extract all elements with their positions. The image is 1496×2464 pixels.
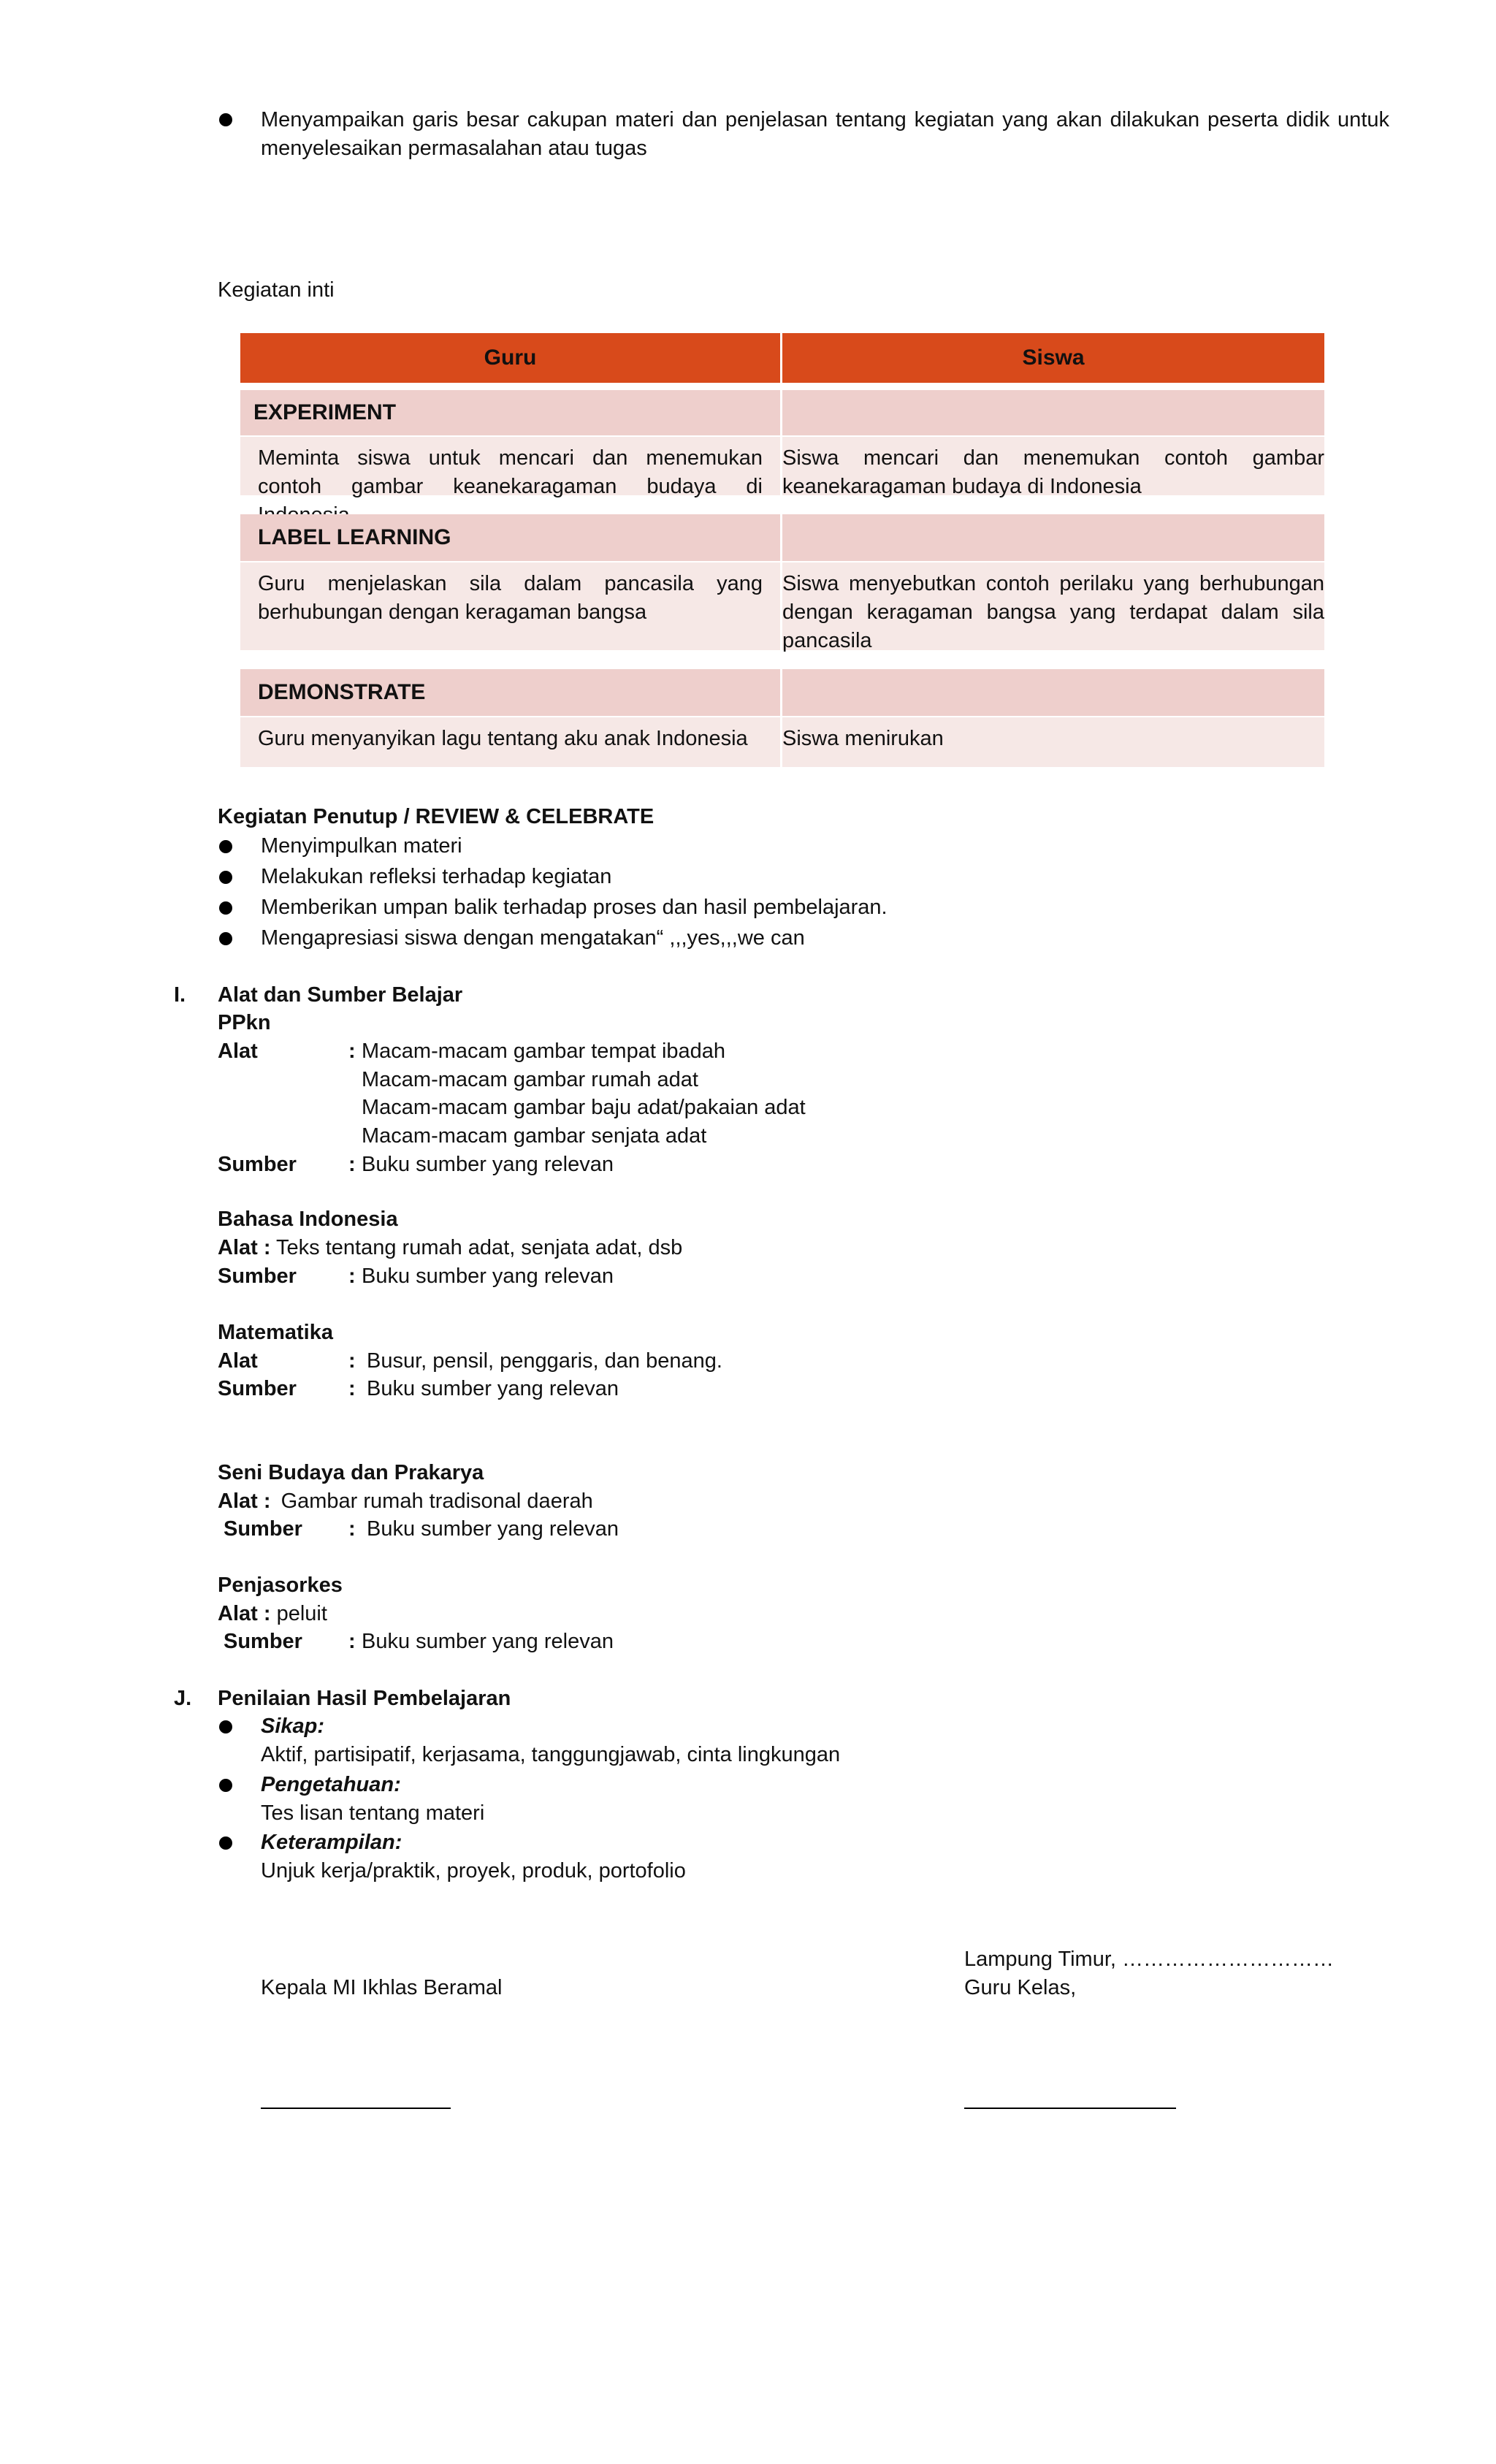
penutup-title: Kegiatan Penutup / REVIEW & CELEBRATE bbox=[218, 805, 654, 828]
alat-value: peluit bbox=[276, 1602, 327, 1625]
colon: : bbox=[348, 1349, 356, 1373]
signature-place-date: Lampung Timur, ………………………… bbox=[964, 1948, 1334, 1971]
sumber-label: Sumber bbox=[224, 1630, 302, 1653]
table-row bbox=[782, 562, 1324, 650]
section-row-label-learning-empty bbox=[782, 514, 1324, 561]
list-item: Mengapresiasi siswa dengan mengatakan“ ,,,yes,,,we can bbox=[261, 926, 805, 950]
bullet-icon bbox=[219, 932, 232, 945]
alat-value: Teks tentang rumah adat, senjata adat, dsb bbox=[276, 1236, 683, 1259]
kegiatan-inti-table bbox=[240, 333, 1324, 767]
siswa-cell: Siswa menirukan bbox=[782, 727, 944, 750]
bullet-icon bbox=[219, 1720, 232, 1733]
section-row-label-learning bbox=[240, 514, 780, 561]
alat-value: Busur, pensil, penggaris, dan benang. bbox=[367, 1349, 722, 1373]
sumber-label: Sumber bbox=[218, 1377, 297, 1400]
table-row bbox=[782, 437, 1324, 498]
sumber-label: Sumber bbox=[224, 1517, 302, 1541]
signature-right-title: Guru Kelas, bbox=[964, 1976, 1077, 1999]
sumber-value: Buku sumber yang relevan bbox=[362, 1153, 614, 1176]
bullet-icon bbox=[219, 113, 232, 126]
assessment-label: Sikap: bbox=[261, 1714, 325, 1738]
sumber-value: Buku sumber yang relevan bbox=[367, 1377, 619, 1400]
sumber-value: Buku sumber yang relevan bbox=[362, 1265, 614, 1288]
bullet-icon bbox=[219, 840, 232, 853]
assessment-label: Pengetahuan: bbox=[261, 1773, 401, 1796]
section-i-number: I. bbox=[174, 983, 186, 1007]
sumber-value: Buku sumber yang relevan bbox=[362, 1630, 614, 1653]
section-row-experiment-empty bbox=[782, 390, 1324, 435]
guru-cell: Guru menjelaskan sila dalam pancasila yang berhubungan dengan keragaman bangsa bbox=[258, 572, 763, 624]
alat-item: Macam-macam gambar tempat ibadah bbox=[362, 1040, 726, 1063]
alat-label: Alat : bbox=[218, 1602, 271, 1625]
alat-row bbox=[218, 1234, 682, 1262]
table-header-guru bbox=[240, 333, 780, 383]
alat-item: Macam-macam gambar baju adat/pakaian adat bbox=[362, 1096, 806, 1119]
alat-item: Macam-macam gambar rumah adat bbox=[362, 1068, 698, 1091]
guru-cell: Meminta siswa untuk mencari dan menemukan contoh gambar keanekaragaman budaya di bbox=[258, 446, 763, 498]
signature-line-right bbox=[964, 2108, 1176, 2109]
table-row bbox=[240, 717, 780, 767]
bullet-icon bbox=[219, 871, 232, 884]
assessment-desc: Tes lisan tentang materi bbox=[261, 1801, 485, 1825]
section-row-demonstrate bbox=[240, 669, 780, 716]
section-title: EXPERIMENT bbox=[253, 400, 397, 424]
section-title: LABEL LEARNING bbox=[258, 525, 451, 549]
colon: : bbox=[348, 1630, 356, 1653]
section-row-experiment bbox=[240, 390, 780, 435]
bullet-icon bbox=[219, 901, 232, 915]
alat-value: Gambar rumah tradisonal daerah bbox=[280, 1490, 593, 1513]
subject-penjasorkes: Penjasorkes bbox=[218, 1574, 343, 1597]
table-row bbox=[782, 717, 1324, 767]
alat-item: Macam-macam gambar senjata adat bbox=[362, 1124, 707, 1148]
list-item: Melakukan refleksi terhadap kegiatan bbox=[261, 865, 612, 888]
sumber-label: Sumber bbox=[218, 1265, 297, 1288]
header-siswa-label: Siswa bbox=[1022, 346, 1085, 370]
table-row bbox=[240, 437, 780, 498]
assessment-desc: Unjuk kerja/praktik, proyek, produk, portofolio bbox=[261, 1859, 686, 1883]
assessment-desc: Aktif, partisipatif, kerjasama, tanggungjawab, cinta lingkungan bbox=[261, 1743, 841, 1766]
section-title: DEMONSTRATE bbox=[258, 680, 426, 704]
section-i-title: Alat dan Sumber Belajar bbox=[218, 983, 463, 1007]
alat-row bbox=[218, 1487, 593, 1516]
sumber-label: Sumber bbox=[218, 1153, 297, 1176]
subject-bahasa-indonesia: Bahasa Indonesia bbox=[218, 1208, 398, 1231]
alat-label: Alat : bbox=[218, 1490, 271, 1513]
subject-sbdp: Seni Budaya dan Prakarya bbox=[218, 1461, 484, 1484]
bullet-icon bbox=[219, 1836, 232, 1850]
section-j-number: J. bbox=[174, 1687, 192, 1710]
list-item: Menyimpulkan materi bbox=[261, 834, 462, 858]
section-row-demonstrate-empty bbox=[782, 669, 1324, 716]
siswa-cell: Siswa menyebutkan contoh perilaku yang berhubungan dengan keragaman bangsa yang terdapat dalam sila pancasila bbox=[782, 572, 1324, 652]
table-header-siswa bbox=[782, 333, 1324, 383]
alat-label: Alat bbox=[218, 1349, 258, 1373]
colon: : bbox=[348, 1040, 356, 1063]
alat-label: Alat bbox=[218, 1040, 258, 1063]
intro-bullet-text: Menyampaikan garis besar cakupan materi dan penjelasan tentang kegiatan yang akan dilakukan peserta didik untuk menyelesaikan permasalahan atau tugas bbox=[261, 108, 1389, 160]
sumber-value: Buku sumber yang relevan bbox=[367, 1517, 619, 1541]
kegiatan-inti-label: Kegiatan inti bbox=[218, 278, 335, 302]
subject-matematika: Matematika bbox=[218, 1321, 333, 1344]
section-j-title: Penilaian Hasil Pembelajaran bbox=[218, 1687, 511, 1710]
bullet-icon bbox=[219, 1779, 232, 1792]
siswa-cell: Siswa mencari dan menemukan contoh gambar keanekaragaman budaya di Indonesia bbox=[782, 446, 1324, 498]
colon: : bbox=[348, 1153, 356, 1176]
signature-line-left bbox=[261, 2108, 451, 2109]
colon: : bbox=[348, 1517, 356, 1541]
table-row bbox=[240, 562, 780, 650]
alat-row bbox=[218, 1600, 327, 1628]
assessment-label: Keterampilan: bbox=[261, 1831, 402, 1854]
colon: : bbox=[348, 1377, 356, 1400]
guru-cell: Guru menyanyikan lagu tentang aku anak Indonesia bbox=[258, 727, 748, 750]
header-guru-label: Guru bbox=[484, 346, 537, 370]
list-item: Memberikan umpan balik terhadap proses dan hasil pembelajaran. bbox=[261, 896, 888, 919]
colon: : bbox=[348, 1265, 356, 1288]
alat-label: Alat : bbox=[218, 1236, 271, 1259]
subject-ppkn: PPkn bbox=[218, 1011, 271, 1034]
signature-left-title: Kepala MI Ikhlas Beramal bbox=[261, 1976, 503, 1999]
